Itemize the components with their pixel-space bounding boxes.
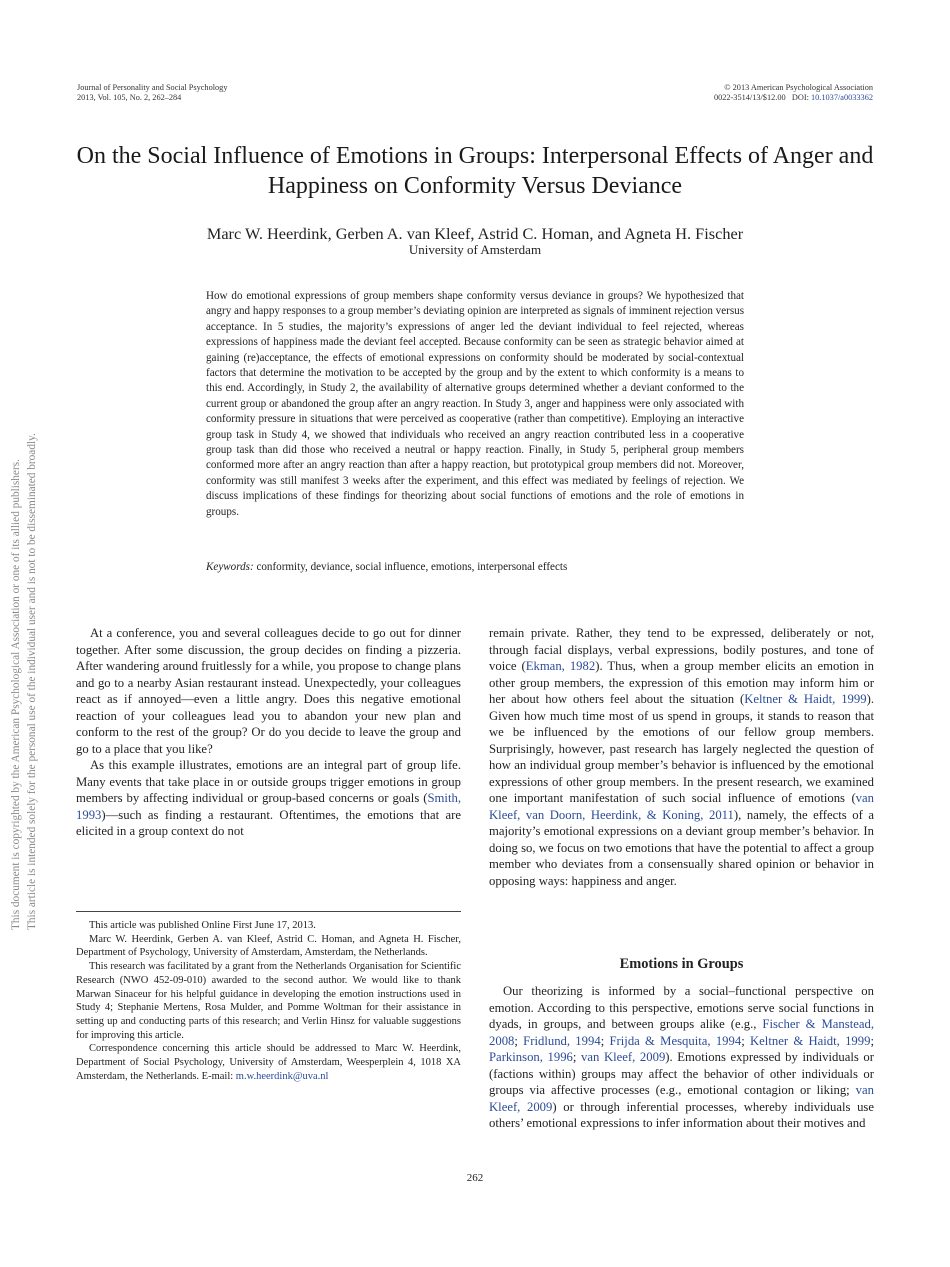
text-run: ), namely, the effects of a majority’s emotional expressions on a deviant group member’s behavior. In doing so, we focus on two emotions that have the potential to affect a group member who deviates from a consensually shared opinion or behavior in opposing ways: happiness and anger.	[489, 807, 874, 888]
citation-link[interactable]: van Kleef, 2009	[581, 1050, 666, 1064]
text-run: ;	[572, 1050, 582, 1064]
footnote-funding: This research was facilitated by a grant from the Netherlands Organisation for Scientific Research (NWO 452-09-010) awarded to the second author. We would like to thank Marwan Sinaceur for his helpful guidance in developing the emotion instructions used in Study 4; Stephanie Mertens, Rosa Mulder, and Pomme Woltman for their assistance in setting up and conducting parts of this research; and Verlin Hinsz for valuable suggestions for improving this article.	[76, 961, 461, 1041]
copyright-line: © 2013 American Psychological Association	[724, 83, 873, 92]
journal-volume: 2013, Vol. 105, No. 2, 262–284	[77, 92, 182, 102]
journal-name: Journal of Personality and Social Psychology	[77, 83, 228, 92]
text-run: ). Emotions expressed by individuals or (factions within) groups may affect the behavior of other individuals or groups via affective processes (e.g., emotional contagion or liking;	[489, 1050, 875, 1097]
watermark-line-1: This document is copyrighted by the American Psychological Association or one of its allied publishers.	[10, 459, 22, 930]
doi-label: DOI:	[791, 92, 809, 102]
text-run: ;	[600, 1033, 610, 1048]
copyright-watermark	[8, 30, 40, 930]
body-right-column-section	[489, 983, 874, 1132]
issn: 0022-3514/13/$12.00	[713, 92, 786, 102]
citation-link[interactable]: Frijda & Mesquita, 1994	[609, 1033, 742, 1048]
body-left-column	[76, 625, 461, 840]
citation-link[interactable]: Keltner & Haidt, 1999	[750, 1033, 871, 1048]
page-number: 262	[466, 1172, 484, 1184]
text-run: ;	[514, 1033, 524, 1048]
text-run: ). Given how much time most of us spend in groups, it stands to reason that we be influenced by the emotions of our fellow group members. Surprisingly, however, past research has largely neglected the question of how an individual group member’s behavior is influenced by the emotional expressions of other group members. In the present research, we examined one important manifestation of such social influence of emotions (	[489, 692, 874, 805]
issn-doi-line	[714, 93, 873, 103]
text-run: remain private. Rather, they tend to be expressed, deliberately or not, through facial displays, verbal expressions, bodily postures, and tone of voice (	[489, 626, 874, 673]
citation-link[interactable]: Smith, 1993	[76, 791, 461, 822]
author-list: Marc W. Heerdink, Gerben A. van Kleef, Astrid C. Homan, and Agneta H. Fischer	[206, 224, 744, 243]
body-paragraph-2	[76, 757, 461, 840]
citation-link[interactable]: Ekman, 1982	[525, 659, 596, 673]
body-paragraph-3	[489, 625, 874, 889]
keywords	[206, 560, 766, 575]
citation-link[interactable]: Keltner & Haidt, 1999	[744, 692, 867, 706]
keywords-label: Keywords:	[206, 561, 254, 573]
text-run: )—such as finding a restaurant. Oftentimes, the emotions that are elicited in a group context do not	[76, 807, 461, 838]
doi-link[interactable]: 10.1037/a0033362	[811, 92, 873, 102]
citation-link[interactable]: van Kleef, van Doorn, Heerdink, & Koning, 2011	[489, 791, 874, 822]
affiliation: University of Amsterdam	[408, 242, 542, 257]
citation-link[interactable]: Fridlund, 1994	[523, 1033, 601, 1048]
footnote-divider	[76, 911, 461, 912]
text-run: ;	[741, 1033, 751, 1048]
keywords-text: conformity, deviance, social influence, emotions, interpersonal effects	[256, 561, 568, 573]
text-run: Our theorizing is informed by a social–functional perspective on emotion. According to this perspective, emotions serve social functions in dyads, in groups, and between groups alike (e.g.,	[489, 984, 874, 1031]
journal-info	[77, 83, 227, 102]
citation-link[interactable]: Fischer & Manstead, 2008	[489, 1017, 874, 1048]
publisher-info	[714, 83, 873, 102]
email-link[interactable]: m.w.heerdink@uva.nl	[235, 1070, 329, 1082]
text-run: ). Thus, when a group member elicits an emotion in other group members, the expression of this emotion may inform him or her about how others feel about the situation (	[489, 659, 874, 706]
watermark-line-2: This article is intended solely for the personal use of the individual user and is not to be disseminated broadly.	[26, 433, 38, 930]
body-paragraph-4	[489, 983, 874, 1132]
citation-link[interactable]: van Kleef, 2009	[489, 1083, 874, 1114]
text-run: Correspondence concerning this article should be addressed to Marc W. Heerdink, Department of Social Psychology, University of Amsterdam, Weesperplein 4, 1018 XA Amsterdam, the Netherlands. E-mail:	[76, 1043, 461, 1082]
abstract: How do emotional expressions of group members shape conformity versus deviance in groups? We hypothesized that angry and happy responses to a group member’s deviating opinion are interpreted as signals of imminent rejection versus acceptance. In 5 studies, the majority’s expressions of anger led the deviant individual to feel rejected, whereas expressions of happiness made the deviant feel accepted. Because conformity can be seen as strategic behavior aimed at gaining (re)acceptance, the effects of emotional expressions on conformity should be moderated by social-contextual factors that determine the motivation to be accepted by the group and by the extent to which conformity is a means to this end. Accordingly, in Study 2, the availability of alternative groups determined whether a deviant conformed to the current group or abandoned the group after an angry reaction. In Study 3, anger and happiness were only associated with conformity pressure in situations that were perceived as cooperative (rather than competitive). Employing an interactive group task in Study 4, we showed that individuals who received an angry reaction contributed less in a cooperative group task than did those who received a neutral or happy reaction. Finally, in Study 5, peripheral group members conformed more after an angry reaction than after a happy reaction, but prototypical group members did not. Moreover, conformity was still manifest 3 weeks after the experiment, and this effect was mediated by feelings of rejection. We discuss implications of these findings for theorizing about social functions of emotions and the role of emotions in groups.	[206, 290, 745, 518]
section-heading: Emotions in Groups	[619, 956, 744, 972]
citation-link[interactable]: Parkinson, 1996	[489, 1050, 573, 1064]
text-run: ;	[870, 1033, 874, 1048]
body-right-column	[489, 625, 874, 889]
footnote-correspondence	[76, 1042, 461, 1083]
body-paragraph-1: At a conference, you and several colleagues decide to go out for dinner together. After some discussion, the group decides on finding a pizzeria. After wandering around fruitlessly for a while, you propose to change plans and go to a nearby Asian restaurant instead. Unexpectedly, your colleagues react as if annoyed—even a little angry. Does this negative emotional reaction of your colleagues lead you to abandon your new plan and conform to the rest of the group? Or do you decide to leave the group and go to a place that you like?	[76, 626, 461, 756]
footnote-affiliations: Marc W. Heerdink, Gerben A. van Kleef, Astrid C. Homan, and Agneta H. Fischer, Department of Psychology, University of Amsterdam, Amsterdam, the Netherlands.	[76, 933, 461, 959]
footnotes	[76, 919, 461, 1083]
article-title: On the Social Influence of Emotions in Groups: Interpersonal Effects of Anger and Happiness on Conformity Versus Deviance	[76, 143, 874, 199]
footnote-publication: This article was published Online First June 17, 2013.	[89, 920, 316, 931]
text-run: ) or through inferential processes, whereby individuals use others’ emotional expressions to infer information about their motives and	[489, 1099, 874, 1130]
text-run: As this example illustrates, emotions are an integral part of group life. Many events that take place in or outside groups trigger emotions in group members by affecting individual or group-based concerns or goals (	[76, 758, 461, 805]
